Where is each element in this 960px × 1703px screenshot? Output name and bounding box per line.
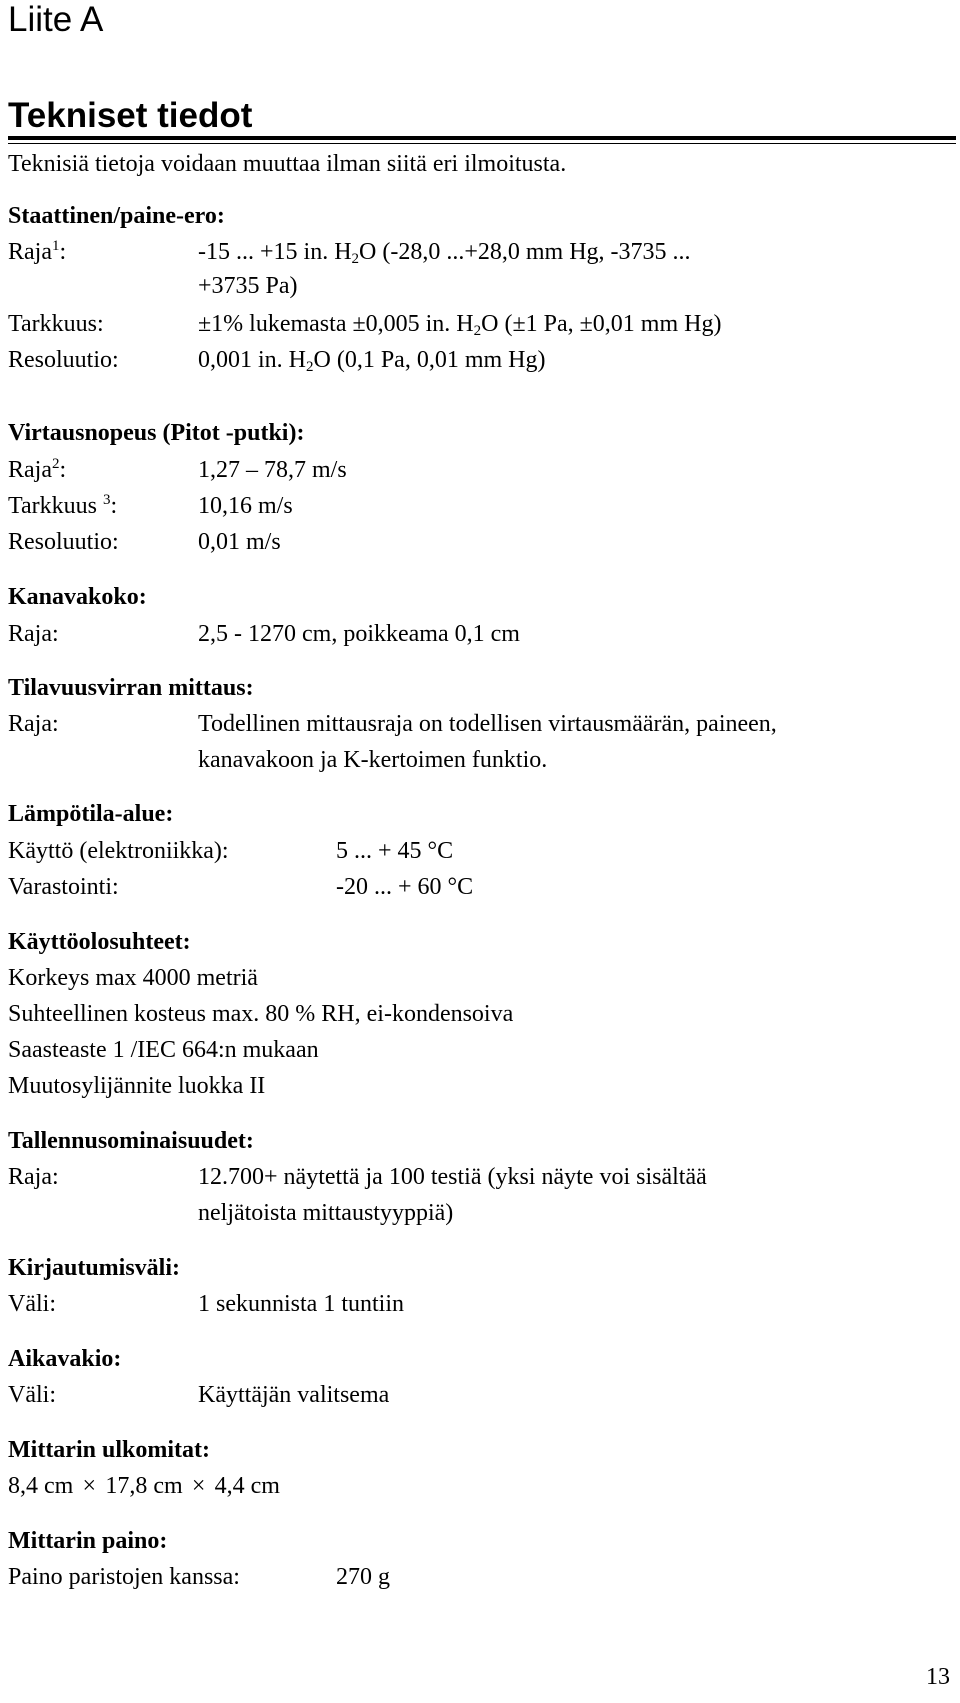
volume-flow-range-label: Raja: xyxy=(8,711,59,737)
weight-label: Paino paristojen kanssa: xyxy=(8,1564,240,1590)
volume-flow-range-line2: kanavakoon ja K-kertoimen funktio. xyxy=(198,747,548,773)
static-range-value: -15 ... +15 in. $H_2O$ (-28,0 ...+28,0 mm Hg, -3735 ... xyxy=(198,239,691,267)
velocity-accuracy-value: 10,16 m/s xyxy=(198,493,293,519)
volume-flow-range-line1: Todellinen mittausraja on todellisen virtausmäärän, paineen, xyxy=(198,711,777,737)
title-rule-thick xyxy=(8,136,956,140)
conditions-line: Korkeys max 4000 metriä xyxy=(8,965,258,991)
appendix-label: Liite A xyxy=(8,0,104,39)
time-constant-label: Väli: xyxy=(8,1382,56,1408)
multiply-icon: × xyxy=(82,1473,97,1499)
weight-value: 270 g xyxy=(336,1564,390,1590)
temperature-storage-label: Varastointi: xyxy=(8,874,119,900)
static-accuracy-label: Tarkkuus: xyxy=(8,311,104,337)
logging-heading: Kirjautumisväli: xyxy=(8,1255,180,1281)
page-number: 13 xyxy=(926,1664,950,1690)
static-heading: Staattinen/paine-ero: xyxy=(8,203,225,229)
logging-value: 1 sekunnista 1 tuntiin xyxy=(198,1291,404,1317)
duct-heading: Kanavakoko: xyxy=(8,584,147,610)
conditions-line: Saasteaste 1 /IEC 664:n mukaan xyxy=(8,1037,319,1063)
dimensions-heading: Mittarin ulkomitat: xyxy=(8,1437,210,1463)
conditions-line: Suhteellinen kosteus max. 80 % RH, ei-kondensoiva xyxy=(8,1001,514,1027)
conditions-heading: Käyttöolosuhteet: xyxy=(8,929,191,955)
dimensions-value: 8,4 cm × 17,8 cm × 4,4 cm xyxy=(8,1473,280,1499)
temperature-storage-value: -20 ... + 60 °C xyxy=(336,874,474,900)
velocity-accuracy-label: Tarkkuus $^3$: xyxy=(8,492,118,519)
velocity-heading: Virtausnopeus (Pitot -putki): xyxy=(8,420,305,446)
velocity-resolution-label: Resoluutio: xyxy=(8,529,119,555)
storage-range-line2: neljätoista mittaustyyppiä) xyxy=(198,1200,454,1226)
intro-text: Teknisiä tietoja voidaan muuttaa ilman siitä eri ilmoitusta. xyxy=(8,151,567,177)
velocity-resolution-value: 0,01 m/s xyxy=(198,529,281,555)
weight-heading: Mittarin paino: xyxy=(8,1528,168,1554)
temperature-heading: Lämpötila-alue: xyxy=(8,801,174,827)
multiply-icon: × xyxy=(191,1473,206,1499)
temperature-operating-value: 5 ... + 45 °C xyxy=(336,838,454,864)
duct-range-value: 2,5 - 1270 cm, poikkeama 0,1 cm xyxy=(198,621,520,647)
temperature-operating-label: Käyttö (elektroniikka): xyxy=(8,838,229,864)
static-range-value-line2: +3735 Pa) xyxy=(198,273,298,299)
static-resolution-label: Resoluutio: xyxy=(8,347,119,373)
velocity-range-label: Raja$^2$: xyxy=(8,456,67,483)
page-title: Tekniset tiedot xyxy=(8,96,253,135)
storage-range-line1: 12.700+ näytettä ja 100 testiä (yksi näyte voi sisältää xyxy=(198,1164,707,1190)
static-resolution-value: 0,001 in. $H_2O$ (0,1 Pa, 0,01 mm Hg) xyxy=(198,347,546,375)
footnote-ref: 1 xyxy=(51,238,60,254)
static-accuracy-value: ±1% lukemasta ±0,005 in. $H_2O$ (±1 Pa, ±0,01 mm Hg) xyxy=(198,311,722,339)
storage-heading: Tallennusominaisuudet: xyxy=(8,1128,254,1154)
footnote-ref: 3 xyxy=(102,492,111,508)
static-range-label: Raja$^1$: xyxy=(8,238,67,265)
time-constant-value: Käyttäjän valitsema xyxy=(198,1382,390,1408)
storage-range-label: Raja: xyxy=(8,1164,59,1190)
footnote-ref: 2 xyxy=(51,456,60,472)
logging-label: Väli: xyxy=(8,1291,56,1317)
duct-range-label: Raja: xyxy=(8,621,59,647)
velocity-range-value: 1,27 – 78,7 m/s xyxy=(198,457,347,483)
conditions-line: Muutosylijännite luokka II xyxy=(8,1073,266,1099)
time-constant-heading: Aikavakio: xyxy=(8,1346,122,1372)
volume-flow-heading: Tilavuusvirran mittaus: xyxy=(8,675,254,701)
title-rule-thin xyxy=(8,143,956,144)
